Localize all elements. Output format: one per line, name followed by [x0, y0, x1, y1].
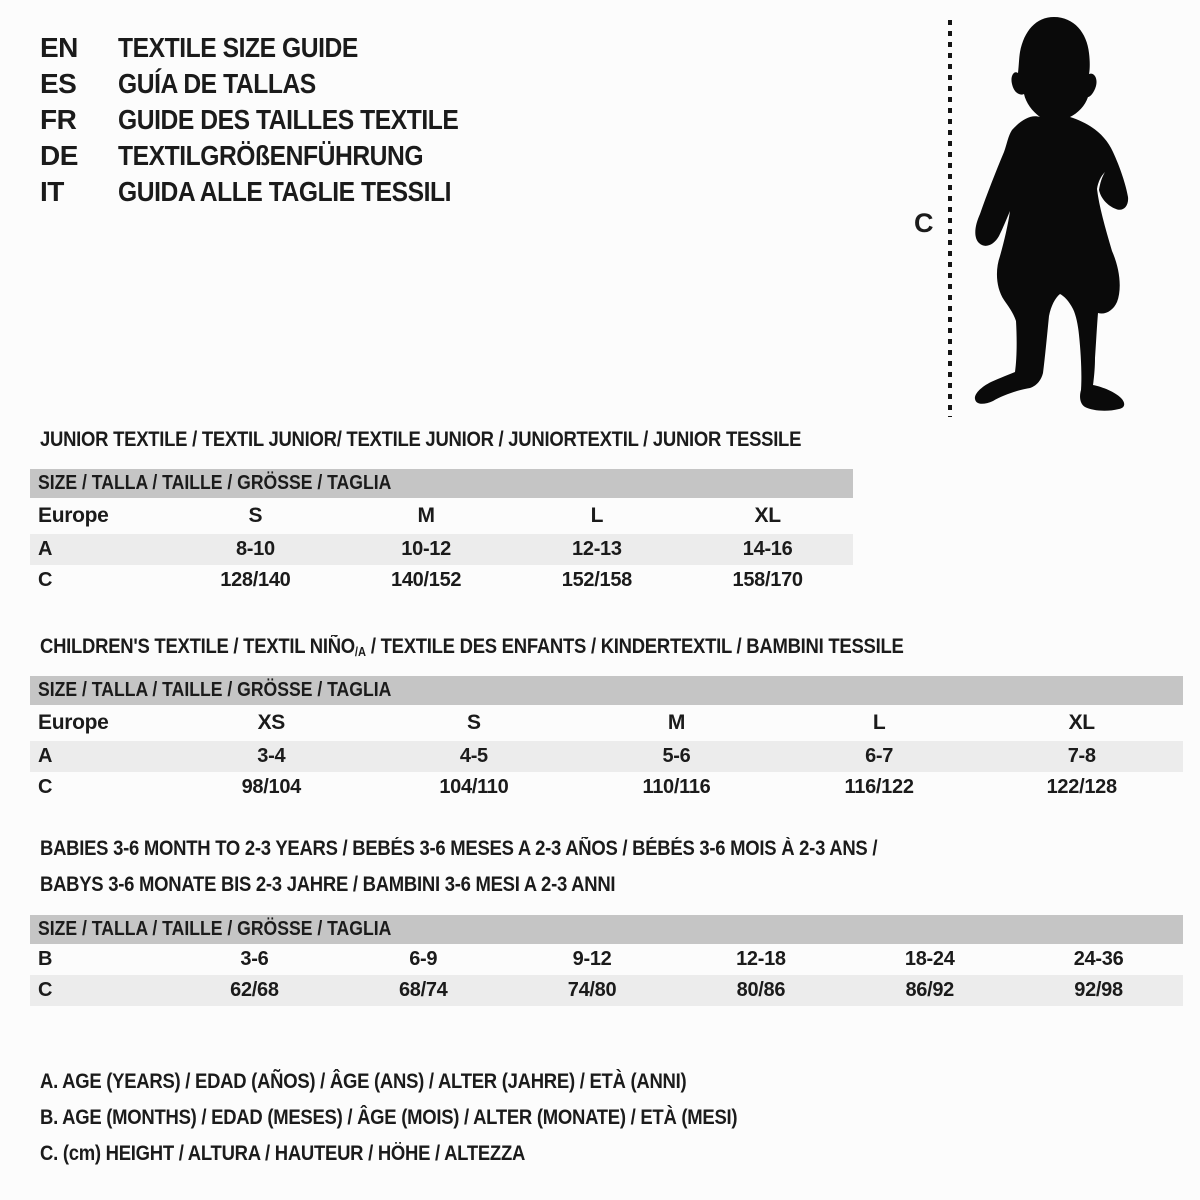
size-value: 92/98	[1074, 979, 1123, 1001]
title-segment: JUNIOR TEXTILE / TEXTIL JUNIOR/ TEXTILE JUNIOR / JUNIORTEXTIL / JUNIOR TESSILE	[40, 428, 802, 451]
section-children-textile	[30, 629, 1183, 803]
language-code: DE	[40, 140, 78, 171]
section-title-line	[40, 629, 904, 665]
children-table-rows	[30, 705, 1183, 803]
size-value: L	[590, 504, 604, 527]
size-value: 18-24	[904, 948, 955, 970]
language-row	[40, 174, 505, 210]
row-label: C	[38, 979, 53, 1001]
language-code: ES	[40, 68, 77, 99]
size-value: 104/110	[439, 776, 509, 798]
size-value: XL	[1068, 711, 1095, 734]
section-title-line	[40, 867, 615, 903]
table-row	[30, 772, 1183, 803]
size-value: 158/170	[732, 569, 803, 591]
size-value: 3-4	[257, 745, 286, 767]
language-title: GUIDA ALLE TAGLIE TESSILI	[118, 176, 452, 207]
size-value: 12-18	[736, 948, 786, 970]
size-value: 4-5	[459, 745, 488, 767]
table-row	[30, 498, 853, 534]
size-value: S	[467, 711, 481, 734]
section-junior-textile	[30, 422, 853, 596]
size-value: 74/80	[567, 979, 617, 1001]
table-row	[30, 534, 853, 565]
section-babies-textile	[30, 831, 1183, 1006]
language-row	[40, 66, 505, 102]
size-value: 9-12	[572, 948, 612, 970]
table-row	[30, 741, 1183, 772]
size-value: 80/86	[736, 979, 786, 1001]
table-row	[30, 565, 853, 596]
title-segment: CHILDREN'S TEXTILE / TEXTIL NIÑO	[40, 635, 355, 658]
size-value: XS	[257, 711, 285, 734]
section-junior-title	[40, 422, 863, 469]
row-label: A	[38, 538, 53, 560]
legend-line: B. AGE (MONTHS) / EDAD (MESES) / ÂGE (MOIS) / ALTER (MONATE) / ETÀ (MESI)	[40, 1106, 738, 1129]
babies-size-table	[30, 915, 1183, 1006]
size-value: 24-36	[1073, 948, 1124, 970]
size-header-bar	[30, 469, 853, 498]
size-header-bar	[30, 676, 1183, 705]
size-value: S	[248, 504, 263, 527]
size-value: 98/104	[241, 776, 301, 798]
size-value: 6-7	[865, 745, 894, 767]
size-value: 7-8	[1067, 745, 1096, 767]
size-value: 5-6	[662, 745, 691, 767]
size-value: M	[667, 711, 686, 734]
size-value: 128/140	[220, 569, 291, 591]
toddler-silhouette-icon	[968, 13, 1138, 418]
size-value: 122/128	[1046, 776, 1117, 798]
language-code: IT	[40, 176, 64, 207]
language-row	[40, 102, 505, 138]
row-label: C	[38, 776, 53, 798]
language-title: GUÍA DE TALLAS	[118, 68, 316, 99]
legend-line: C. (cm) HEIGHT / ALTURA / HAUTEUR / HÖHE / ALTEZZA	[40, 1142, 526, 1165]
size-value: 116/122	[844, 776, 914, 798]
row-label: A	[38, 745, 53, 767]
size-header-label: SIZE / TALLA / TAILLE / GRÖSSE / TAGLIA	[38, 472, 392, 494]
junior-size-table	[30, 469, 853, 596]
language-title-list	[40, 30, 505, 210]
language-title: TEXTILGRÖßENFÜHRUNG	[118, 140, 424, 171]
section-title-line	[40, 422, 801, 458]
legend-line: A. AGE (YEARS) / EDAD (AÑOS) / ÂGE (ANS) / ALTER (JAHRE) / ETÀ (ANNI)	[40, 1070, 687, 1093]
size-value: XL	[754, 504, 781, 527]
height-measure-dashed-line	[948, 20, 952, 417]
babies-table-rows	[30, 944, 1183, 1006]
table-row	[30, 944, 1183, 975]
language-title: TEXTILE SIZE GUIDE	[118, 32, 358, 63]
size-header-label: SIZE / TALLA / TAILLE / GRÖSSE / TAGLIA	[38, 918, 392, 940]
table-row	[30, 975, 1183, 1006]
section-title-line	[40, 831, 877, 867]
size-value: 3-6	[240, 948, 269, 970]
section-children-title	[40, 629, 1193, 676]
size-header-bar	[30, 915, 1183, 944]
size-value: 86/92	[905, 979, 955, 1001]
size-value: 14-16	[742, 538, 793, 560]
size-value: 62/68	[230, 979, 279, 1001]
section-babies-title	[40, 831, 1193, 915]
height-measure-label: C	[914, 208, 934, 238]
language-row	[40, 30, 505, 66]
language-title: GUIDE DES TAILLES TEXTILE	[118, 104, 459, 135]
title-segment: BABYS 3-6 MONATE BIS 2-3 JAHRE / BAMBINI 3-6 MESI A 2-3 ANNI	[40, 873, 616, 896]
size-value: M	[417, 504, 435, 527]
junior-table-rows	[30, 498, 853, 596]
row-label: Europe	[38, 711, 109, 734]
size-header-label: SIZE / TALLA / TAILLE / GRÖSSE / TAGLIA	[38, 679, 392, 701]
row-label: Europe	[38, 504, 109, 527]
title-segment: BABIES 3-6 MONTH TO 2-3 YEARS / BEBÉS 3-6 MESES A 2-3 AÑOS / BÉBÉS 3-6 MOIS À 2-3 ANS /	[40, 837, 878, 860]
size-value: L	[872, 711, 886, 734]
size-value: 10-12	[401, 538, 451, 560]
size-value: 110/116	[642, 776, 711, 798]
size-value: 152/158	[561, 569, 632, 591]
language-code: EN	[40, 32, 78, 63]
language-row	[40, 138, 505, 174]
row-label: C	[38, 569, 53, 591]
title-segment: /A	[354, 645, 366, 660]
title-segment: / TEXTILE DES ENFANTS / KINDERTEXTIL / BAMBINI TESSILE	[365, 635, 904, 658]
size-value: 12-13	[572, 538, 622, 560]
size-value: 6-9	[409, 948, 438, 970]
size-value: 8-10	[235, 538, 275, 560]
row-label: B	[38, 948, 53, 970]
size-value: 68/74	[398, 979, 448, 1001]
language-code: FR	[40, 104, 77, 135]
size-value: 140/152	[391, 569, 462, 591]
table-row	[30, 705, 1183, 741]
legend-list	[40, 1064, 1200, 1172]
children-size-table	[30, 676, 1183, 803]
